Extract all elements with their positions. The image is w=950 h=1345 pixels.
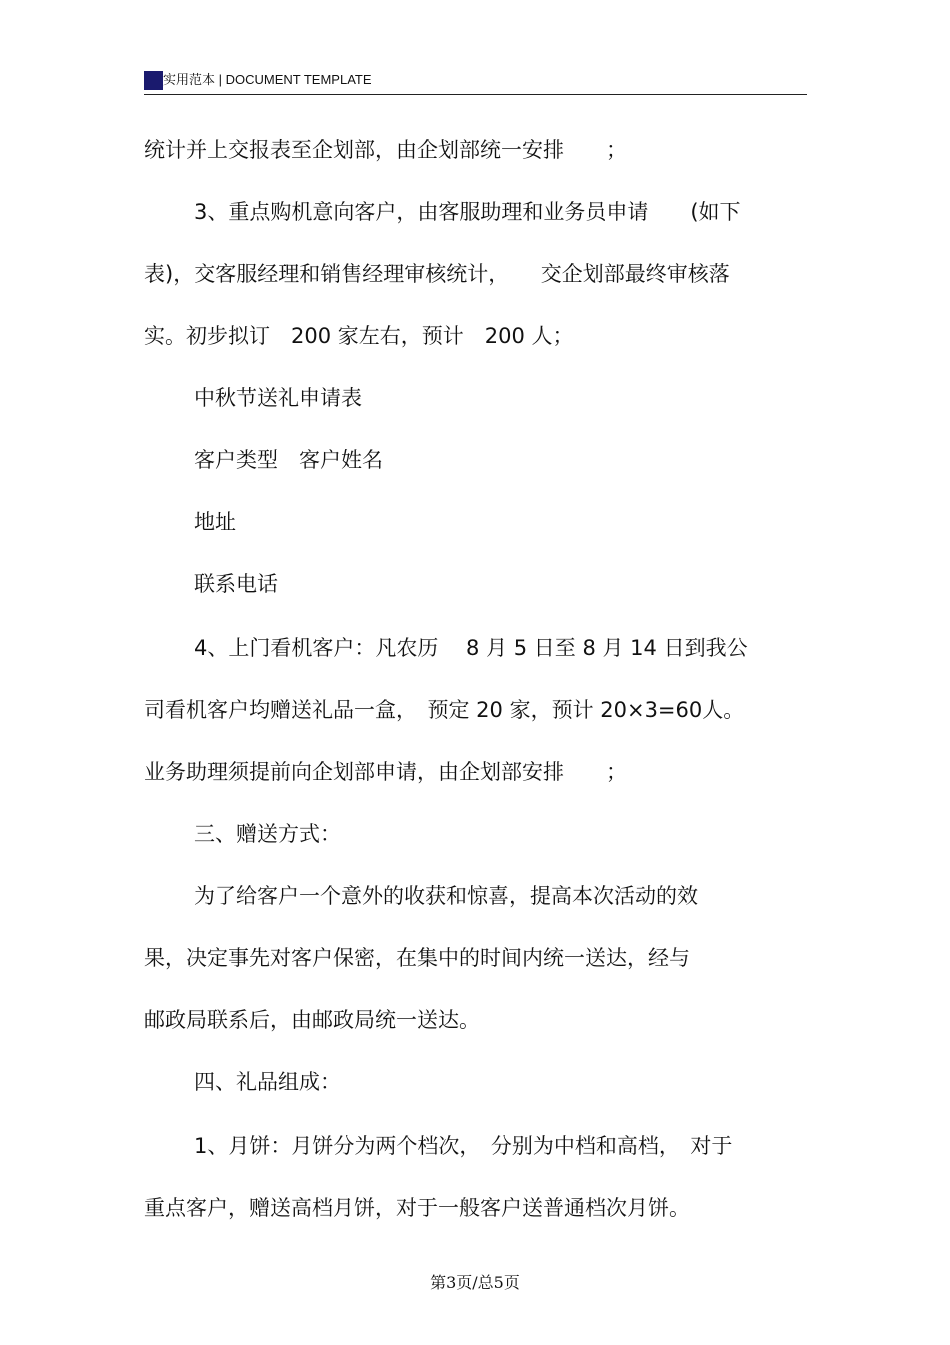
body-line: 果，决定事先对客户保密，在集中的时间内统一送达，经与 bbox=[144, 946, 690, 970]
body-line: 业务助理须提前向企划部申请，由企划部安排 ； bbox=[144, 760, 627, 784]
section-heading: 三、赠送方式： bbox=[194, 822, 341, 846]
document-header bbox=[144, 68, 807, 95]
body-line: 为了给客户一个意外的收获和惊喜，提高本次活动的效 bbox=[194, 884, 698, 908]
body-line: 4、上门看机客户：凡农历 8 月 5 日至 8 月 14 日到我公 bbox=[194, 636, 748, 660]
body-line: 实。初步拟订 200 家左右，预计 200 人； bbox=[144, 324, 574, 348]
body-line: 司看机客户均赠送礼品一盒， 预定 20 家，预计 20×3=60人。 bbox=[144, 698, 745, 722]
header-label: 实用范本 | DOCUMENT TEMPLATE bbox=[163, 72, 372, 87]
body-line: 1、月饼：月饼分为两个档次， 分别为中档和高档， 对于 bbox=[194, 1134, 733, 1158]
form-title: 中秋节送礼申请表 bbox=[194, 386, 362, 410]
form-field-labels: 客户类型 客户姓名 bbox=[194, 448, 383, 472]
body-line: 重点客户，赠送高档月饼，对于一般客户送普通档次月饼。 bbox=[144, 1196, 690, 1220]
body-line: 统计并上交报表至企划部，由企划部统一安排 ； bbox=[144, 138, 627, 162]
header-logo-square bbox=[144, 71, 163, 90]
form-field-phone: 联系电话 bbox=[194, 572, 278, 596]
body-line: 表)，交客服经理和销售经理审核统计， 交企划部最终审核落 bbox=[144, 262, 730, 286]
form-field-address: 地址 bbox=[194, 510, 236, 534]
body-line: 3、重点购机意向客户，由客服助理和业务员申请 (如下 bbox=[194, 200, 741, 224]
section-heading: 四、礼品组成： bbox=[194, 1070, 341, 1094]
body-line: 邮政局联系后，由邮政局统一送达。 bbox=[144, 1008, 480, 1032]
page-number: 第3页/总5页 bbox=[430, 1273, 520, 1292]
